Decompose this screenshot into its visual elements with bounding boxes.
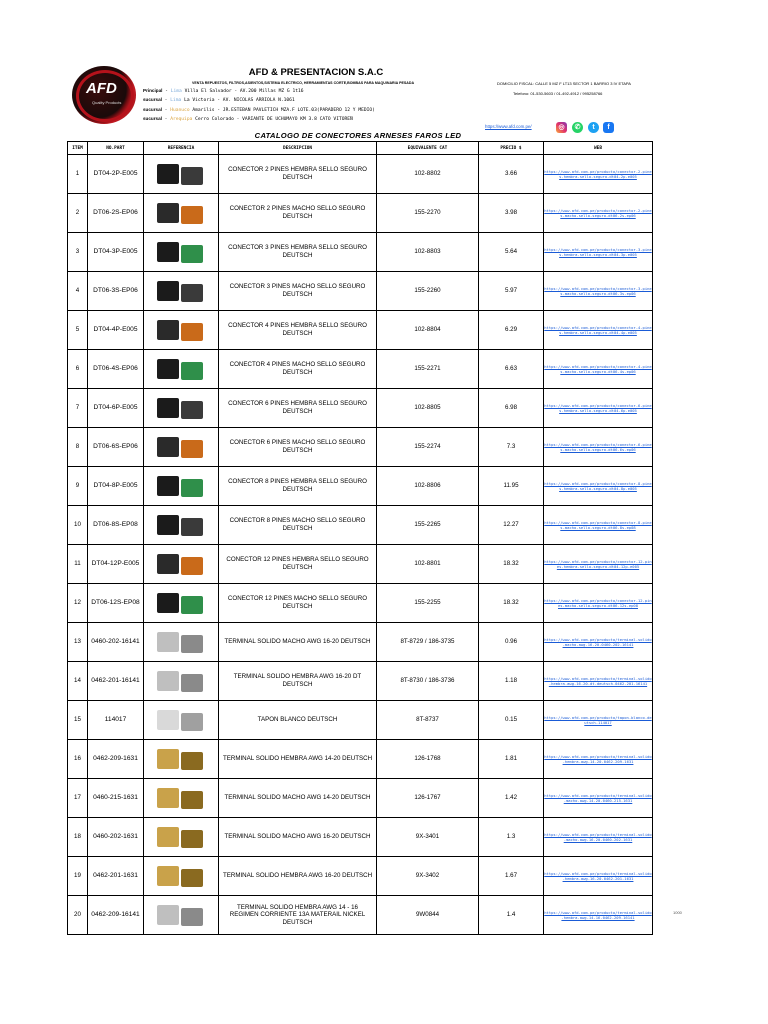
description-cell (219, 467, 377, 506)
table-row (68, 272, 653, 311)
item-number: 14 (68, 662, 88, 701)
whatsapp-icon[interactable]: ✆ (572, 122, 583, 133)
cat-equivalent: 155-2265 (377, 506, 479, 545)
price: 3.98 (479, 194, 544, 233)
product-photo (153, 900, 209, 930)
description-cell (219, 506, 377, 545)
item-number: 17 (68, 779, 88, 818)
description-text: CONECTOR 2 PINES HEMBRA SELLO SEGURO DEUTSCH (228, 166, 367, 181)
branch-line: sucursal - Huanuco Amarilis - JR.ESTEBAN PAVLETICH MZA.F LOTE.03(PARADERO 12 Y MEDIO) (143, 106, 375, 113)
product-link[interactable]: https://www.afd.com.pe/producto/terminal-solido-hembra-awg-14-20-0462-209-1631 (544, 754, 652, 764)
reference-cell (144, 389, 219, 428)
item-number: 19 (68, 857, 88, 896)
price: 1.42 (479, 779, 544, 818)
cat-equivalent: 102-8802 (377, 155, 479, 194)
table-row (68, 896, 653, 935)
reference-cell (144, 896, 219, 935)
product-photo (153, 237, 209, 267)
reference-cell (144, 272, 219, 311)
product-link[interactable]: https://www.afd.com.pe/producto/tapon-blanco-deutsch-114017 (544, 715, 652, 725)
web-cell (544, 701, 653, 740)
price: 11.95 (479, 467, 544, 506)
product-photo (153, 393, 209, 423)
description-text: TERMINAL SOLIDO HEMBRA AWG 16-20 DEUTSCH (222, 872, 373, 880)
phone-numbers: Telefono: 01-530-5603 / 01-492-4912 / 995258766 (513, 91, 603, 96)
description-cell (219, 545, 377, 584)
web-cell (544, 857, 653, 896)
cat-equivalent: 102-8806 (377, 467, 479, 506)
cat-equivalent: 9X-3401 (377, 818, 479, 857)
reference-cell (144, 311, 219, 350)
branch-list (143, 87, 375, 124)
table-row (68, 857, 653, 896)
item-number: 18 (68, 818, 88, 857)
item-number: 13 (68, 623, 88, 662)
cat-equivalent: 102-8805 (377, 389, 479, 428)
item-number: 20 (68, 896, 88, 935)
description-text: CONECTOR 8 PINES HEMBRA SELLO SEGURO DEUTSCH (228, 478, 367, 493)
table-row (68, 662, 653, 701)
table-row (68, 740, 653, 779)
part-number: DT04-2P-E005 (88, 155, 144, 194)
description-cell (219, 233, 377, 272)
part-number: DT06-8S-EP08 (88, 506, 144, 545)
facebook-icon[interactable]: f (603, 122, 614, 133)
company-tagline: VENTA REPUESTOS, FILTROS,ASIENTOS,SISTEMA ELECTRICO, HERRAMIENTAS CORTE,BOMBAS PARA MAQUINARIA PESADA (192, 81, 415, 85)
item-number: 16 (68, 740, 88, 779)
reference-cell (144, 545, 219, 584)
product-photo (153, 627, 209, 657)
part-number: DT06-3S-EP06 (88, 272, 144, 311)
reference-cell (144, 506, 219, 545)
part-number: DT04-8P-E005 (88, 467, 144, 506)
description-cell (219, 701, 377, 740)
product-photo (153, 861, 209, 891)
branch-line: Principal - Lima Villa El Salvador - AV.200 Millas MZ G 1t16 (143, 88, 304, 94)
table-row (68, 545, 653, 584)
web-cell (544, 545, 653, 584)
description-text: TERMINAL SOLIDO HEMBRA AWG 14 - 16 REGIMEN CORRIENTE 13A MATERAIL NICKEL DEUTSCH (229, 903, 366, 926)
product-link[interactable]: https://www.afd.com.pe/producto/terminal-solido-macho-awg-16-20-0460-202-1631 (544, 832, 652, 842)
product-link[interactable]: https://www.afd.com.pe/producto/conector-2-pines-macho-sello-seguro-dt06-2s-ep06 (544, 208, 652, 218)
price: 6.63 (479, 350, 544, 389)
table-row (68, 467, 653, 506)
reference-cell (144, 857, 219, 896)
product-photo (153, 471, 209, 501)
part-number: DT04-3P-E005 (88, 233, 144, 272)
description-text: CONECTOR 12 PINES MACHO SELLO SEGURO DEUTSCH (227, 595, 368, 610)
product-photo (153, 744, 209, 774)
logo-subtext: Quality Products (92, 100, 122, 105)
fiscal-address: DOMICILIO FISCAL: CALLE 5 MZ F LT13 SECTOR 1 BARRIO 3 IV ETAPA (497, 81, 631, 86)
product-photo (153, 432, 209, 462)
product-photo (153, 588, 209, 618)
part-number: DT06-6S-EP06 (88, 428, 144, 467)
table-row (68, 194, 653, 233)
description-cell (219, 350, 377, 389)
reference-cell (144, 662, 219, 701)
web-cell (544, 506, 653, 545)
item-number: 15 (68, 701, 88, 740)
item-number: 4 (68, 272, 88, 311)
item-number: 3 (68, 233, 88, 272)
price: 1.81 (479, 740, 544, 779)
price: 6.98 (479, 389, 544, 428)
reference-cell (144, 428, 219, 467)
product-photo (153, 666, 209, 696)
cat-equivalent: 155-2255 (377, 584, 479, 623)
product-link[interactable]: https://www.afd.com.pe/producto/conector-4-pines-hembra-sello-seguro-dt04-4p-e005 (544, 325, 652, 335)
price: 18.32 (479, 545, 544, 584)
price: 0.96 (479, 623, 544, 662)
web-cell (544, 740, 653, 779)
col-header-price: PRECIO $ (479, 142, 544, 155)
part-number: 0462-209-1631 (88, 740, 144, 779)
web-cell (544, 662, 653, 701)
product-link[interactable]: https://www.afd.com.pe/producto/terminal-solido-macho-awg-16-20-0460-202-16141 (544, 637, 652, 647)
part-number: 0462-201-1631 (88, 857, 144, 896)
description-cell (219, 779, 377, 818)
item-number: 2 (68, 194, 88, 233)
table-row (68, 623, 653, 662)
web-cell (544, 194, 653, 233)
price: 0.15 (479, 701, 544, 740)
price: 1.18 (479, 662, 544, 701)
description-cell (219, 857, 377, 896)
logo-text: AFD (86, 80, 117, 97)
price: 12.27 (479, 506, 544, 545)
branch-line: sucursal - Lima La Victoria - AV. NICOLAS ARRIOLA N.1061 (143, 97, 295, 104)
web-cell (544, 779, 653, 818)
product-photo (153, 783, 209, 813)
product-photo (153, 822, 209, 852)
branch-line: sucursal - Arequipa Cerro Colorado - VARIANTE DE UCHUMAYO KM 3.8 CATO VITOREÑ (143, 115, 353, 122)
cat-equivalent: 9X-3402 (377, 857, 479, 896)
web-cell (544, 623, 653, 662)
product-photo (153, 354, 209, 384)
cat-equivalent: 9W0844 (377, 896, 479, 935)
description-cell (219, 428, 377, 467)
product-link[interactable]: https://www.afd.com.pe/producto/conector-6-pines-hembra-sello-seguro-dt04-6p-e005 (544, 403, 652, 413)
item-number: 9 (68, 467, 88, 506)
web-cell (544, 311, 653, 350)
reference-cell (144, 623, 219, 662)
description-text: CONECTOR 3 PINES HEMBRA SELLO SEGURO DEUTSCH (228, 244, 367, 259)
reference-cell (144, 194, 219, 233)
product-link[interactable]: https://www.afd.com.pe/producto/conector-3-pines-macho-sello-seguro-dt06-3s-ep06 (544, 286, 652, 296)
catalog-table (67, 141, 653, 935)
company-name: AFD & PRESENTACION S.A.C (248, 67, 384, 78)
product-photo (153, 510, 209, 540)
table-row (68, 233, 653, 272)
description-text: TAPON BLANCO DEUTSCH (257, 716, 338, 724)
table-row (68, 701, 653, 740)
table-row (68, 350, 653, 389)
instagram-icon[interactable]: ◎ (556, 122, 567, 133)
reference-cell (144, 779, 219, 818)
description-cell (219, 311, 377, 350)
product-link[interactable]: https://www.afd.com.pe/producto/conector-8-pines-hembra-sello-seguro-dt04-8p-e005 (544, 481, 652, 491)
part-number: 0460-202-1631 (88, 818, 144, 857)
product-link[interactable]: https://www.afd.com.pe/producto/conector-8-pines-macho-sello-seguro-dt06-8s-ep08 (544, 520, 652, 530)
table-row (68, 428, 653, 467)
product-photo (153, 276, 209, 306)
product-link[interactable]: https://www.afd.com.pe/producto/terminal-solido-hembra-awg-16-20-0462-201-1631 (544, 871, 652, 881)
product-link[interactable]: https://www.afd.com.pe/producto/conector-12-pines-hembra-sello-seguro-dt04-12p-e005 (544, 559, 652, 569)
reference-cell (144, 584, 219, 623)
item-number: 11 (68, 545, 88, 584)
web-cell (544, 272, 653, 311)
item-number: 6 (68, 350, 88, 389)
description-text: CONECTOR 6 PINES MACHO SELLO SEGURO DEUTSCH (229, 439, 366, 454)
reference-cell (144, 818, 219, 857)
price: 3.66 (479, 155, 544, 194)
product-link[interactable]: https://www.afd.com.pe/producto/terminal-solido-macho-awg-14-20-0460-215-1631 (544, 793, 652, 803)
twitter-icon[interactable]: t (588, 122, 599, 133)
part-number: DT04-6P-E005 (88, 389, 144, 428)
product-link[interactable]: https://www.afd.com.pe/producto/conector-12-pines-macho-sello-seguro-dt06-12s-ep08 (544, 598, 652, 608)
description-cell (219, 896, 377, 935)
item-number: 1 (68, 155, 88, 194)
web-cell (544, 350, 653, 389)
web-cell (544, 428, 653, 467)
part-number: DT04-4P-E005 (88, 311, 144, 350)
price: 5.97 (479, 272, 544, 311)
description-text: TERMINAL SOLIDO HEMBRA AWG 14-20 DEUTSCH (222, 755, 373, 763)
cat-equivalent: 102-8801 (377, 545, 479, 584)
cat-equivalent: 126-1767 (377, 779, 479, 818)
cat-equivalent: 102-8803 (377, 233, 479, 272)
description-text: CONECTOR 6 PINES HEMBRA SELLO SEGURO DEUTSCH (228, 400, 367, 415)
part-number: DT06-12S-EP08 (88, 584, 144, 623)
price: 5.64 (479, 233, 544, 272)
website-link[interactable]: https://www.afd.com.pe/ (485, 124, 532, 129)
description-text: TERMINAL SOLIDO MACHO AWG 16-20 DEUTSCH (224, 833, 371, 841)
table-row (68, 389, 653, 428)
item-number: 8 (68, 428, 88, 467)
side-note: 1000 (673, 910, 682, 915)
price: 6.29 (479, 311, 544, 350)
reference-cell (144, 467, 219, 506)
description-text: CONECTOR 4 PINES MACHO SELLO SEGURO DEUTSCH (229, 361, 366, 376)
product-link[interactable]: https://www.afd.com.pe/producto/conector-2-pines-hembra-sello-seguro-dt04-2p-e005 (544, 169, 652, 179)
web-cell (544, 584, 653, 623)
cat-equivalent: 155-2274 (377, 428, 479, 467)
product-photo (153, 549, 209, 579)
cat-equivalent: 8T-8730 / 186-3736 (377, 662, 479, 701)
description-cell (219, 389, 377, 428)
description-cell (219, 818, 377, 857)
cat-equivalent: 8T-8729 / 186-3735 (377, 623, 479, 662)
description-text: CONECTOR 3 PINES MACHO SELLO SEGURO DEUTSCH (229, 283, 366, 298)
part-number: 0462-209-16141 (88, 896, 144, 935)
web-cell (544, 233, 653, 272)
col-header-part: NO.PART (88, 142, 144, 155)
col-header-item: ITEM (68, 142, 88, 155)
web-cell (544, 818, 653, 857)
price: 18.32 (479, 584, 544, 623)
table-row (68, 311, 653, 350)
description-text: CONECTOR 12 PINES HEMBRA SELLO SEGURO DEUTSCH (226, 556, 369, 571)
product-photo (153, 705, 209, 735)
item-number: 7 (68, 389, 88, 428)
description-cell (219, 272, 377, 311)
part-number: 0460-215-1631 (88, 779, 144, 818)
item-number: 10 (68, 506, 88, 545)
reference-cell (144, 701, 219, 740)
table-header-row (68, 142, 653, 155)
cat-equivalent: 8T-8737 (377, 701, 479, 740)
reference-cell (144, 350, 219, 389)
description-text: TERMINAL SOLIDO MACHO AWG 14-20 DEUTSCH (224, 794, 371, 802)
description-text: CONECTOR 8 PINES MACHO SELLO SEGURO DEUTSCH (229, 517, 366, 532)
col-header-description: DESCRIPCION (219, 142, 377, 155)
cat-equivalent: 155-2271 (377, 350, 479, 389)
table-row (68, 506, 653, 545)
description-text: CONECTOR 2 PINES MACHO SELLO SEGURO DEUTSCH (229, 205, 366, 220)
product-link[interactable]: https://www.afd.com.pe/producto/conector-3-pines-hembra-sello-seguro-dt04-3p-e005 (544, 247, 652, 257)
cat-equivalent: 155-2260 (377, 272, 479, 311)
part-number: 0462-201-16141 (88, 662, 144, 701)
part-number: DT06-2S-EP06 (88, 194, 144, 233)
col-header-web: WEB (544, 142, 653, 155)
cat-equivalent: 102-8804 (377, 311, 479, 350)
part-number: DT04-12P-E005 (88, 545, 144, 584)
part-number: DT06-4S-EP06 (88, 350, 144, 389)
cat-equivalent: 155-2270 (377, 194, 479, 233)
description-cell (219, 194, 377, 233)
web-cell (544, 896, 653, 935)
col-header-cat: EQUIVALENTE CAT (377, 142, 479, 155)
description-cell (219, 662, 377, 701)
col-header-reference: REFERENCIA (144, 142, 219, 155)
product-link[interactable]: https://www.afd.com.pe/producto/conector-4-pines-macho-sello-seguro-dt06-4s-ep06 (544, 364, 652, 374)
table-row (68, 818, 653, 857)
price: 1.3 (479, 818, 544, 857)
description-cell (219, 623, 377, 662)
product-photo (153, 159, 209, 189)
reference-cell (144, 740, 219, 779)
cat-equivalent: 126-1768 (377, 740, 479, 779)
item-number: 5 (68, 311, 88, 350)
web-cell (544, 155, 653, 194)
description-cell (219, 155, 377, 194)
price: 1.4 (479, 896, 544, 935)
part-number: 0460-202-16141 (88, 623, 144, 662)
product-photo (153, 315, 209, 345)
table-row (68, 155, 653, 194)
description-text: CONECTOR 4 PINES HEMBRA SELLO SEGURO DEUTSCH (228, 322, 367, 337)
web-cell (544, 389, 653, 428)
product-link[interactable]: https://www.afd.com.pe/producto/terminal-solido-hembra-awg-16-20-dt-deutsch-0462-201-16141 (544, 676, 652, 686)
description-text: TERMINAL SOLIDO HEMBRA AWG 16-20 DT DEUTSCH (233, 673, 362, 688)
reference-cell (144, 155, 219, 194)
product-photo (153, 198, 209, 228)
price: 7.3 (479, 428, 544, 467)
catalog-title: CATALOGO DE CONECTORES ARNESES FAROS LED (254, 131, 462, 140)
reference-cell (144, 233, 219, 272)
price: 1.67 (479, 857, 544, 896)
table-row (68, 584, 653, 623)
description-cell (219, 740, 377, 779)
item-number: 12 (68, 584, 88, 623)
part-number: 114017 (88, 701, 144, 740)
description-cell (219, 584, 377, 623)
product-link[interactable]: https://www.afd.com.pe/producto/terminal-solido-hembra-awg-14-16-0462-209-16141 (544, 910, 652, 920)
product-link[interactable]: https://www.afd.com.pe/producto/conector-6-pines-macho-sello-seguro-dt06-6s-ep06 (544, 442, 652, 452)
web-cell (544, 467, 653, 506)
table-row (68, 779, 653, 818)
description-text: TERMINAL SOLIDO MACHO AWG 16-20 DEUTSCH (224, 638, 371, 646)
